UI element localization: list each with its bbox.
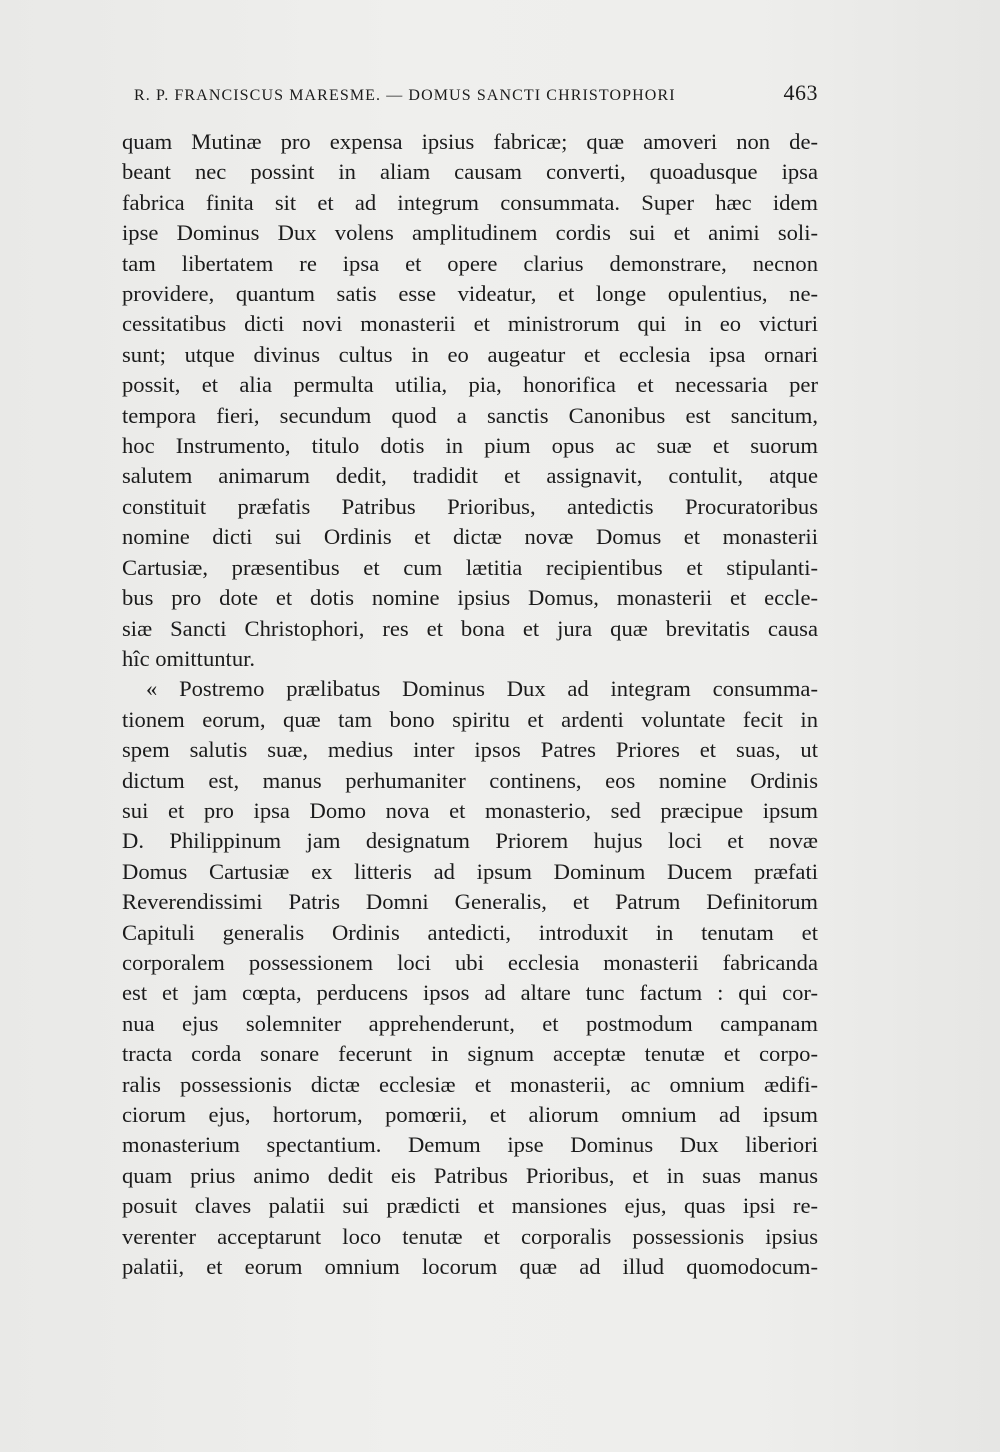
text-line: ciorum ejus, hortorum, pomœrii, et aliorum omnium ad ipsum bbox=[122, 1102, 818, 1127]
text-line: hoc Instrumento, titulo dotis in pium opus ac suæ et suorum bbox=[122, 433, 818, 459]
text-line: D. Philippinum jam designatum Priorem hujus loci et novæ bbox=[122, 828, 818, 854]
running-head-title: R. P. FRANCISCUS MARESME. — DOMUS SANCTI CHRISTOPHORI bbox=[134, 87, 676, 104]
text-line: est et jam cœpta, perducens ipsos ad altare tunc factum : qui cor- bbox=[122, 980, 818, 1006]
text-line: tracta corda sonare fecerunt in signum acceptæ tenutæ et corpo- bbox=[122, 1041, 818, 1067]
text-line: verenter acceptarunt loco tenutæ et corporalis possessionis ipsius bbox=[122, 1223, 818, 1249]
text-line: constituit præfatis Patribus Prioribus, antedictis Procuratoribus bbox=[122, 493, 818, 519]
text-line: tempora fieri, secundum quod a sanctis Canonibus est sancitum, bbox=[122, 402, 818, 428]
page-number: 463 bbox=[783, 80, 818, 105]
text-line: quam prius animo dedit eis Patribus Prioribus, et in suas manus bbox=[122, 1162, 818, 1188]
body-text bbox=[122, 127, 818, 1282]
page-content bbox=[122, 78, 818, 1282]
text-line: ralis possessionis dictæ ecclesiæ et monasterii, ac omnium ædifi- bbox=[122, 1071, 818, 1097]
text-line: siæ Sancti Christophori, res et bona et jura quæ brevitatis causa bbox=[122, 615, 818, 641]
paragraph bbox=[122, 127, 818, 674]
text-line: bus pro dote et dotis nomine ipsius Domus, monasterii et eccle- bbox=[122, 585, 818, 611]
text-line: nua ejus solemniter apprehenderunt, et postmodum campanam bbox=[122, 1010, 818, 1036]
text-line: sui et pro ipsa Domo nova et monasterio, sed præcipue ipsum bbox=[122, 797, 818, 823]
text-line: dictum est, manus perhumaniter continens, eos nomine Ordinis bbox=[122, 767, 818, 793]
text-line: Capituli generalis Ordinis antedicti, introduxit in tenutam et bbox=[122, 919, 818, 945]
text-line: ipse Dominus Dux volens amplitudinem cordis sui et animi soli- bbox=[122, 220, 818, 246]
text-line: providere, quantum satis esse videatur, et longe opulentius, ne- bbox=[122, 281, 818, 307]
text-line: Domus Cartusiæ ex litteris ad ipsum Dominum Ducem præfati bbox=[122, 858, 818, 884]
text-line: palatii, et eorum omnium locorum quæ ad illud quomodocum- bbox=[122, 1254, 818, 1280]
text-line: hîc omittuntur. bbox=[122, 645, 256, 671]
text-line: « Postremo prælibatus Dominus Dux ad integram consumma- bbox=[146, 676, 818, 702]
text-line: possit, et alia permulta utilia, pia, honorifica et necessaria per bbox=[122, 372, 818, 398]
paragraph bbox=[122, 674, 818, 1282]
text-line: salutem animarum dedit, tradidit et assignavit, contulit, atque bbox=[122, 463, 818, 489]
text-line: cessitatibus dicti novi monasterii et ministrorum qui in eo victuri bbox=[122, 311, 818, 337]
text-line: spem salutis suæ, medius inter ipsos Patres Priores et suas, ut bbox=[122, 737, 818, 763]
text-line: Reverendissimi Patris Domni Generalis, et Patrum Definitorum bbox=[122, 889, 818, 915]
text-line: tam libertatem re ipsa et opere clarius demonstrare, necnon bbox=[122, 250, 818, 276]
text-line: nomine dicti sui Ordinis et dictæ novæ Domus et monasterii bbox=[122, 524, 818, 550]
text-line: quam Mutinæ pro expensa ipsius fabricæ; quæ amoveri non de- bbox=[122, 129, 818, 154]
text-line: corporalem possessionem loci ubi ecclesia monasterii fabricanda bbox=[122, 949, 818, 975]
text-line: posuit claves palatii sui prædicti et mansiones ejus, quas ipsi re- bbox=[122, 1193, 818, 1219]
text-line: tionem eorum, quæ tam bono spiritu et ardenti voluntate fecit in bbox=[122, 706, 818, 732]
text-line: beant nec possint in aliam causam converti, quoadusque ipsa bbox=[122, 159, 818, 185]
text-line: fabrica finita sit et ad integrum consummata. Super hæc idem bbox=[122, 189, 818, 215]
running-head bbox=[134, 78, 818, 111]
text-line: sunt; utque divinus cultus in eo augeatur et ecclesia ipsa ornari bbox=[122, 341, 818, 367]
text-line: monasterium spectantium. Demum ipse Dominus Dux liberiori bbox=[122, 1132, 818, 1158]
text-line: Cartusiæ, præsentibus et cum lætitia recipientibus et stipulanti- bbox=[122, 554, 818, 580]
